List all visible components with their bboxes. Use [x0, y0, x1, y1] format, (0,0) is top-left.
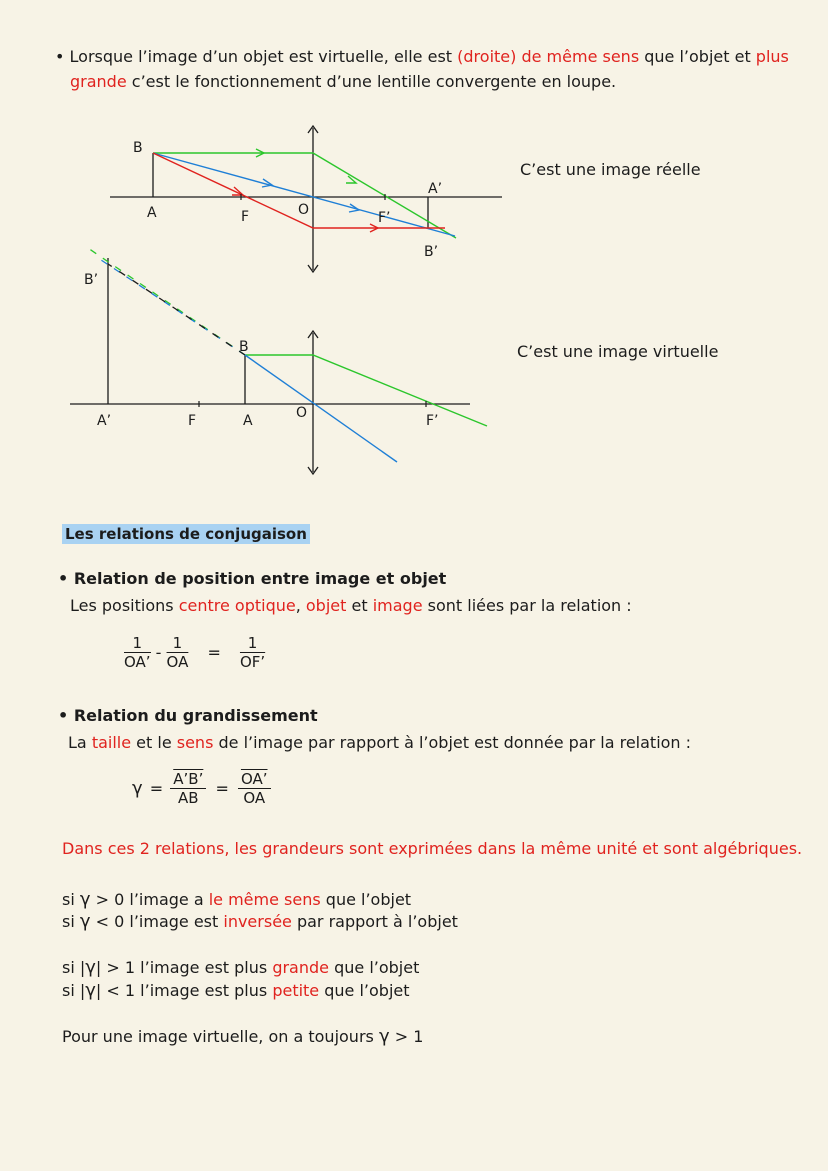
grand-desc-1: La: [68, 733, 92, 752]
denominator: AB: [178, 789, 199, 807]
diagram-virtual-image: [0, 240, 520, 480]
grand-description: [68, 733, 691, 752]
rule-highlight: inversée: [223, 912, 292, 931]
label-O-2: O: [296, 405, 308, 421]
position-desc-2: centre optique: [178, 596, 296, 615]
label-F-2: F: [188, 413, 197, 429]
numerator: 1: [167, 634, 189, 653]
denominator: OA: [243, 789, 266, 807]
numerator: A’B’: [170, 770, 206, 789]
gamma-symbol: γ: [378, 1026, 390, 1047]
rule-highlight: grande: [272, 958, 329, 977]
rule-less-one: [62, 980, 410, 1001]
rule-text: si |: [62, 958, 86, 977]
ray-blue-2: [245, 355, 397, 462]
denominator: OA’: [124, 653, 151, 671]
ray-green-2: [245, 355, 487, 426]
numerator: 1: [240, 634, 265, 653]
caption-real-image: C’est une image réelle: [520, 160, 701, 179]
position-desc-5: et: [346, 596, 373, 615]
bullet: •: [58, 569, 69, 588]
fraction-OAp-over-OA: [238, 770, 271, 807]
equals-sign: =: [149, 779, 164, 798]
bullet: •: [58, 706, 69, 725]
rule-text: > 0 l’image a: [90, 890, 209, 909]
grand-formula: [132, 770, 271, 807]
intro-text-2: (droite) de même sens: [457, 47, 640, 66]
position-desc-1: Les positions: [70, 596, 179, 615]
position-desc-6: image: [372, 596, 423, 615]
label-Ap: A’: [428, 181, 443, 197]
rule-positive: [62, 889, 411, 910]
rule-text: Pour une image virtuelle, on a toujours: [62, 1027, 379, 1046]
grand-desc-3: et le: [131, 733, 177, 752]
label-Fp-2: F’: [426, 413, 439, 429]
numerator: 1: [124, 634, 151, 653]
gamma-symbol: γ: [132, 778, 143, 799]
rule-text: < 0 l’image est: [90, 912, 224, 931]
grand-desc-2: taille: [91, 733, 132, 752]
label-A-2: A: [243, 413, 253, 429]
minus-sign: -: [155, 643, 162, 662]
grand-title-text: Relation du grandissement: [73, 706, 318, 725]
grand-desc-4: sens: [176, 733, 214, 752]
rule-text: | < 1 l’image est plus: [95, 981, 273, 1000]
rule-text: que l’objet: [320, 890, 412, 909]
fraction-ApBp-over-AB: [170, 770, 206, 807]
rule-text: si: [62, 890, 80, 909]
fraction-1-over-OA: [167, 634, 189, 671]
grand-title: [58, 706, 318, 725]
label-Bp-2: B’: [84, 272, 99, 288]
intro-paragraph: [55, 44, 789, 69]
equals-sign: =: [207, 643, 221, 662]
dashed-green-extension: [85, 246, 245, 355]
rule-text: si: [62, 912, 80, 931]
rule-negative: [62, 911, 458, 932]
fraction-1-over-OAp: [124, 634, 151, 671]
label-Bp: B’: [424, 244, 439, 260]
dashed-blue-extension: [95, 256, 245, 355]
position-desc-4: objet: [305, 596, 347, 615]
section-title: [62, 524, 310, 543]
rule-greater-one: [62, 957, 419, 978]
gamma-symbol: γ: [79, 911, 91, 932]
units-note: Dans ces 2 relations, les grandeurs sont exprimées dans la même unité et sont algébriques.: [62, 839, 803, 858]
position-desc-7: sont liées par la relation :: [422, 596, 632, 615]
label-Fp: F’: [378, 210, 391, 226]
rule-text: | > 1 l’image est plus: [95, 958, 273, 977]
intro-text-4: plus: [755, 47, 789, 66]
gamma-symbol: γ: [85, 980, 96, 1001]
position-formula: [124, 634, 265, 671]
position-description: [70, 596, 632, 615]
intro-text-6: c’est le fonctionnement d’une lentille convergente en loupe.: [126, 72, 617, 91]
rule-text: par rapport à l’objet: [291, 912, 458, 931]
gamma-symbol: γ: [85, 957, 96, 978]
label-O: O: [298, 202, 310, 218]
label-F: F: [241, 209, 250, 225]
intro-text-1: Lorsque l’image d’un objet est virtuelle, elle est: [69, 47, 458, 66]
numerator: OA’: [238, 770, 271, 789]
rule-highlight: petite: [272, 981, 320, 1000]
intro-text-3: que l’objet et: [639, 47, 756, 66]
equals-sign: =: [215, 779, 229, 798]
denominator: OF’: [239, 653, 266, 671]
rule-text: que l’objet: [319, 981, 410, 1000]
grand-desc-5: de l’image par rapport à l’objet est donnée par la relation :: [213, 733, 692, 752]
label-Ap-2: A’: [97, 413, 112, 429]
position-title-text: Relation de position entre image et objet: [73, 569, 447, 588]
rule-highlight: le même sens: [208, 890, 321, 909]
intro-paragraph-line2: [70, 69, 616, 94]
position-desc-3: ,: [295, 596, 306, 615]
rule-text: si |: [62, 981, 86, 1000]
label-B: B: [133, 140, 143, 156]
rule-virtual: [62, 1026, 423, 1047]
denominator: OA: [166, 653, 189, 671]
section-title-text: Les relations de conjugaison: [62, 524, 310, 544]
intro-text-5: grande: [70, 72, 127, 91]
label-A: A: [147, 205, 157, 221]
rule-text: que l’objet: [329, 958, 420, 977]
gamma-symbol: γ: [79, 889, 91, 910]
label-B-2: B: [239, 339, 249, 355]
rule-text: > 1: [389, 1027, 424, 1046]
position-title: [58, 569, 446, 588]
caption-virtual-image: C’est une image virtuelle: [517, 342, 719, 361]
fraction-1-over-OFp: [240, 634, 265, 671]
bullet: •: [55, 47, 65, 66]
